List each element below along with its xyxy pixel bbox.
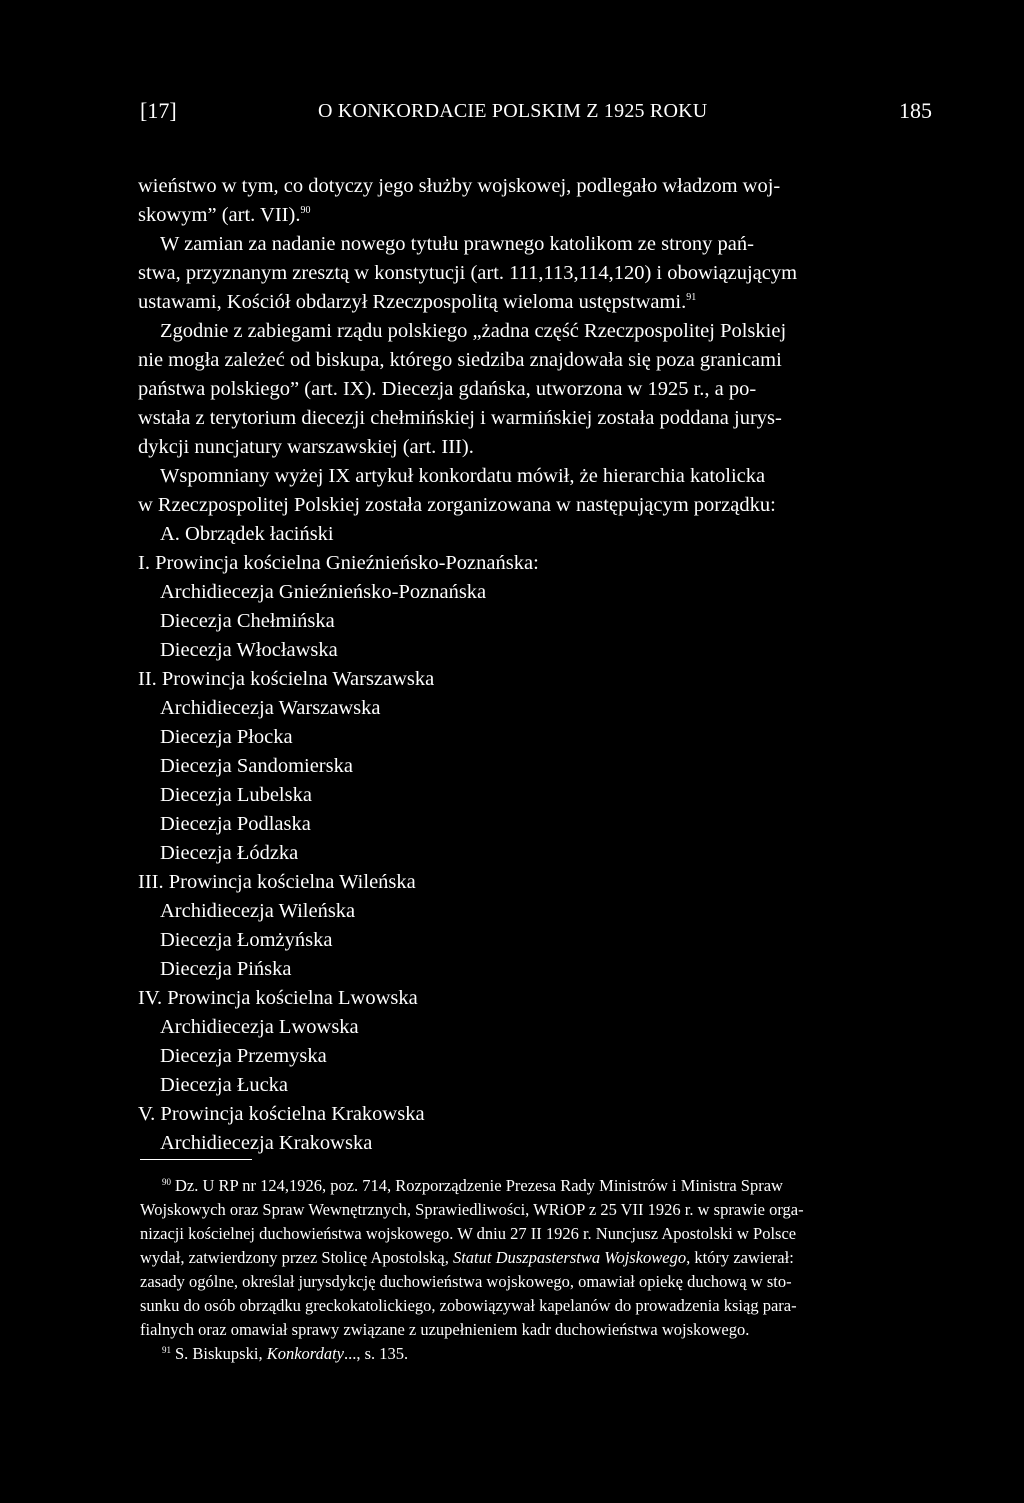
province-heading: IV. Prowincja kościelna Lwowska bbox=[138, 987, 418, 1009]
statute-title: Statut Duszpasterstwa Wojskowego bbox=[452, 1248, 687, 1267]
footnote-line: wydał, zatwierdzony przez Stolicę Apostolską, Statut Duszpasterstwa Wojskowego, który zawierał: bbox=[140, 1248, 794, 1267]
footnote-line: fialnych oraz omawiał sprawy związane z uzupełnieniem kadr duchowieństwa wojskowego. bbox=[140, 1320, 750, 1339]
list-item: Diecezja Łomżyńska bbox=[160, 929, 333, 951]
page-number: 185 bbox=[899, 98, 932, 123]
list-item: Diecezja Podlaska bbox=[160, 813, 311, 835]
list-item: Diecezja Płocka bbox=[160, 726, 293, 748]
list-item: Diecezja Sandomierska bbox=[160, 755, 353, 777]
list-item: Diecezja Włocławska bbox=[160, 639, 338, 661]
book-title: Konkordaty bbox=[266, 1344, 344, 1363]
list-item: Diecezja Łucka bbox=[160, 1074, 289, 1096]
text-line: skowym” (art. VII).$^{90}$ bbox=[138, 204, 311, 226]
province-heading: II. Prowincja kościelna Warszawska bbox=[138, 668, 435, 690]
footnote-ref-91: 91 bbox=[686, 292, 697, 304]
main-text bbox=[138, 172, 933, 1158]
list-item: Diecezja Lubelska bbox=[160, 784, 312, 806]
footnote-line: sunku do osób obrządku greckokatolickiego, zobowiązywał kapelanów do prowadzenia ksiąg para- bbox=[140, 1296, 797, 1315]
list-item: Archidiecezja Wileńska bbox=[160, 900, 356, 922]
text-line: nie mogła zależeć od biskupa, którego siedziba znajdowała się poza granicami bbox=[138, 349, 782, 371]
text-line: dykcji nuncjatury warszawskiej (art. III). bbox=[138, 436, 474, 458]
running-title: O KONKORDACIE POLSKIM Z 1925 ROKU bbox=[318, 100, 708, 122]
text-line: państwa polskiego” (art. IX). Diecezja gdańska, utworzona w 1925 r., a po- bbox=[138, 378, 757, 400]
paragraph-start: W zamian za nadanie nowego tytułu prawnego katolikom ze strony pań- bbox=[160, 233, 754, 255]
text-line: wstała z terytorium diecezji chełmińskiej i warmińskiej została poddana jurys- bbox=[138, 407, 782, 429]
list-item: Archidiecezja Lwowska bbox=[160, 1016, 359, 1038]
list-item: Diecezja Chełmińska bbox=[160, 610, 335, 632]
footnote-mark: 91 bbox=[162, 1344, 171, 1355]
list-item: Diecezja Łódzka bbox=[160, 842, 299, 864]
footnote-mark: 90 bbox=[162, 1176, 171, 1187]
footnote-ref-90: 90 bbox=[300, 205, 311, 217]
footnote-91: $^{91}$ S. Biskupski, Konkordaty..., s. 135. bbox=[162, 1344, 409, 1363]
list-item: Archidiecezja Warszawska bbox=[160, 697, 381, 719]
province-heading: III. Prowincja kościelna Wileńska bbox=[138, 871, 416, 893]
footnote-90: $^{90}$ Dz. U RP nr 124,1926, poz. 714, Rozporządzenie Prezesa Rady Ministrów i Ministra Spraw bbox=[162, 1176, 783, 1195]
text-line: wieństwo w tym, co dotyczy jego służby wojskowej, podlegało władzom woj- bbox=[138, 175, 781, 197]
footnote-line: zasady ogólne, określał jurysdykcję duchowieństwa wojskowego, omawiał opiekę duchową w sto- bbox=[140, 1272, 792, 1291]
footnote-line: nizacji kościelnej duchowieństwa wojskowego. W dniu 27 II 1926 r. Nuncjusz Apostolski w Polsce bbox=[140, 1224, 797, 1243]
text-line: stwa, przyznanym zresztą w konstytucji (art. 111,113,114,120) i obowiązującym bbox=[138, 262, 798, 284]
list-item: Diecezja Pińska bbox=[160, 958, 292, 980]
province-heading: V. Prowincja kościelna Krakowska bbox=[138, 1103, 425, 1125]
text-line: ustawami, Kościół obdarzył Rzeczpospolitą wieloma ustępstwami.$^{91}$ bbox=[138, 291, 697, 313]
list-item: Diecezja Przemyska bbox=[160, 1045, 327, 1067]
paragraph-start: Wspomniany wyżej IX artykuł konkordatu mówił, że hierarchia katolicka bbox=[160, 465, 766, 487]
list-heading: A. Obrządek łaciński bbox=[160, 523, 334, 545]
footnote-line: Wojskowych oraz Spraw Wewnętrznych, Sprawiedliwości, WRiOP z 25 VII 1926 r. w sprawie orga- bbox=[140, 1200, 804, 1219]
paragraph-start: Zgodnie z zabiegami rządu polskiego „żadna część Rzeczpospolitej Polskiej bbox=[160, 320, 787, 342]
text-line: w Rzeczpospolitej Polskiej została zorganizowana w następującym porządku: bbox=[138, 494, 776, 516]
footnotes bbox=[140, 1174, 933, 1366]
list-item: Archidiecezja Krakowska bbox=[160, 1132, 373, 1154]
section-number: [17] bbox=[140, 98, 177, 123]
province-heading: I. Prowincja kościelna Gnieźnieńsko-Poznańska: bbox=[138, 552, 539, 574]
footnote-separator bbox=[140, 1159, 252, 1160]
running-header bbox=[140, 98, 932, 130]
list-item: Archidiecezja Gnieźnieńsko-Poznańska bbox=[160, 581, 487, 603]
